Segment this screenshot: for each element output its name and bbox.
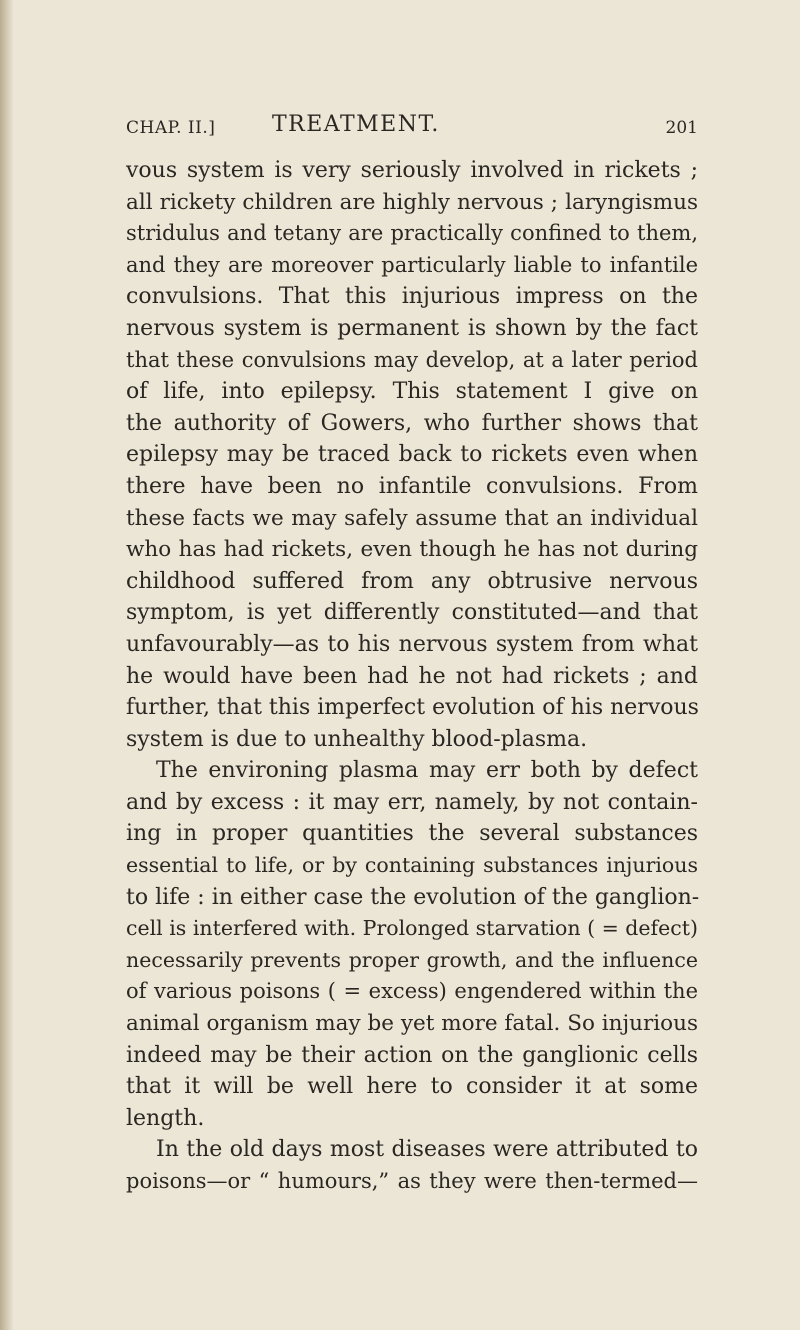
text-line: all rickety children are highly nervous ; laryngismus <box>126 189 698 215</box>
text-line: of life, into epilepsy. This statement I give on <box>126 379 698 405</box>
text-line: poisons—or “ humours,” as they were then-termed— <box>126 1169 698 1193</box>
text-line: convulsions. That this injurious impress on the <box>126 284 698 310</box>
running-head <box>126 112 698 146</box>
text-line: childhood suffered from any obtrusive nervous <box>126 568 698 594</box>
text-line: necessarily prevents proper growth, and the influence <box>126 947 698 972</box>
chapter-label: CHAP. II.] <box>126 118 216 138</box>
text-line: to life : in either case the evolution of the ganglion- <box>126 884 700 910</box>
page-number: 201 <box>665 118 698 138</box>
text-line: of various poisons ( = excess) engendered within the <box>126 979 698 1004</box>
text-line: that it will be well here to consider it at some <box>126 1074 698 1100</box>
text-line: that these convulsions may develop, at a later period <box>126 347 698 372</box>
text-line: length. <box>126 1105 205 1131</box>
text-line: these facts we may safely assume that an individual <box>126 505 698 531</box>
running-title: TREATMENT. <box>272 112 440 137</box>
text-line: epilepsy may be traced back to rickets even when <box>126 442 698 468</box>
text-line: The environing plasma may err both by defect <box>156 758 698 784</box>
text-line: In the old days most diseases were attributed to <box>156 1137 698 1163</box>
text-line: cell is interfered with. Prolonged starvation ( = defect) <box>126 916 698 941</box>
text-line: there have been no infantile convulsions. From <box>126 473 698 499</box>
text-line: the authority of Gowers, who further shows that <box>126 410 698 436</box>
page-edge <box>0 0 14 1330</box>
text-line: he would have been had he not had rickets ; and <box>126 663 698 689</box>
text-line: symptom, is yet differently constituted—and that <box>126 600 698 626</box>
text-line: unfavourably—as to his nervous system from what <box>126 631 698 657</box>
text-line: indeed may be their action on the ganglionic cells <box>126 1042 698 1068</box>
text-line: vous system is very seriously involved in rickets ; <box>126 158 698 183</box>
text-line: essential to life, or by containing substances injurious <box>126 853 698 878</box>
text-line: further, that this imperfect evolution of his nervous <box>126 695 699 721</box>
body-text <box>126 155 698 1198</box>
text-line: ing in proper quantities the several substances <box>126 821 698 847</box>
text-line: animal organism may be yet more fatal. So injurious <box>126 1011 698 1037</box>
text-line: who has had rickets, even though he has not during <box>126 537 698 563</box>
text-line: and they are moreover particularly liable to infantile <box>126 252 698 277</box>
text-line: and by excess : it may err, namely, by not contain- <box>126 789 698 815</box>
text-line: nervous system is permanent is shown by the fact <box>126 315 698 341</box>
text-line: stridulus and tetany are practically confined to them, <box>126 221 698 246</box>
text-line: system is due to unhealthy blood-plasma. <box>126 726 588 752</box>
